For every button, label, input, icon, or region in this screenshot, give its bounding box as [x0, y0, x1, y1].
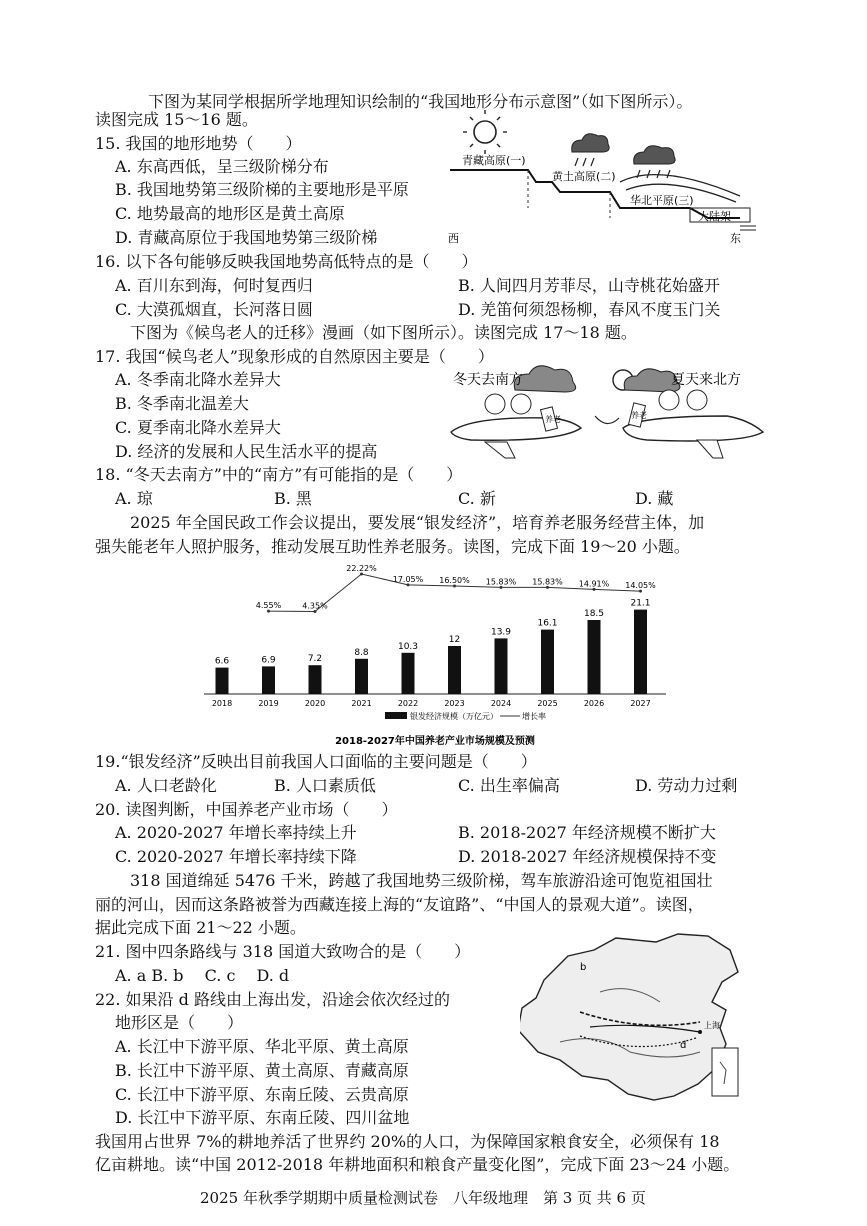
q22-option-a[interactable]: A. 长江中下游平原、华北平原、黄土高原 [115, 1037, 409, 1056]
rate-label-2023: 16.50% [439, 576, 470, 586]
rate-label-2022: 17.05% [392, 574, 424, 584]
intro-23-24-line1: 我国用占世界 7%的耕地养活了世界约 20%的人口，为保障国家粮食安全，必须保有 18 [95, 1132, 720, 1151]
terrain-diagram [440, 108, 760, 248]
q16-stem: 16. 以下各句能够反映我国地势高低特点的是（ ） [95, 252, 478, 271]
q22-stem-line2: 地形区是（ ） [115, 1013, 244, 1032]
intro-17-18: 下图为《候鸟老人的迁移》漫画（如下图所示）。读图完成 17～18 题。 [130, 323, 637, 342]
cartoon-summer-label: 夏天来北方 [671, 372, 741, 388]
intro-15-16-line2: 读图完成 15～16 题。 [95, 110, 258, 129]
x-tick-2025: 2025 [537, 699, 558, 708]
bar-value-label-2027: 21.1 [630, 598, 651, 609]
q21-stem: 21. 图中四条路线与 318 国道大致吻合的是（ ） [95, 942, 471, 961]
q20-option-b[interactable]: B. 2018-2027 年经济规模不断扩大 [458, 823, 716, 842]
airplane-icon [623, 390, 763, 458]
bar-value-label-2026: 18.5 [583, 609, 605, 619]
chart-bar-2026 [588, 620, 601, 694]
q20-option-d[interactable]: D. 2018-2027 年经济规模保持不变 [458, 847, 717, 866]
q18-option-b[interactable]: B. 黑 [274, 489, 312, 508]
chart-bar-2020 [309, 665, 322, 694]
map-label-d: d [680, 1040, 687, 1051]
x-tick-2023: 2023 [444, 699, 465, 708]
map-label-shanghai: 上海 [704, 1021, 720, 1030]
q16-option-a[interactable]: A. 百川东到海，何时复西归 [115, 276, 313, 295]
rate-label-2026: 14.91% [578, 579, 610, 589]
cartoon-sign-right: 养老 [631, 411, 647, 420]
rate-label-2024: 15.83% [485, 577, 517, 587]
x-tick-2024: 2024 [490, 699, 512, 708]
intro-21-22-line3: 据此完成下面 21～22 小题。 [95, 918, 306, 937]
rain-cloud-icon [634, 146, 675, 178]
x-tick-2027: 2027 [630, 699, 651, 708]
rain-cloud-icon [572, 134, 609, 166]
chart-bar-2027 [634, 610, 647, 694]
q17-stem: 17. 我国“候鸟老人”现象形成的自然原因主要是（ ） [95, 347, 494, 366]
intro-23-24-line2: 亿亩耕地。读“中国 2012-2018 年耕地面积和粮食产量变化图”，完成下面 23～24 小题。 [95, 1155, 740, 1174]
q20-stem: 20. 读图判断，中国养老产业市场（ ） [95, 800, 398, 819]
cartoon-sign-left: 养老 [545, 415, 561, 424]
china-route-map [520, 932, 752, 1112]
bar-value-label-2024: 13.9 [490, 627, 512, 638]
elderly-industry-chart [200, 556, 670, 752]
q15-option-d[interactable]: D. 青藏高原位于我国地势第三级阶梯 [115, 228, 378, 247]
x-tick-2026: 2026 [583, 699, 605, 708]
q22-option-b[interactable]: B. 长江中下游平原、黄土高原、青藏高原 [115, 1061, 409, 1080]
q17-option-a[interactable]: A. 冬季南北降水差异大 [115, 370, 281, 389]
chart-bar-2022 [402, 653, 415, 694]
q21-options[interactable]: A. a B. b C. c D. d [115, 966, 290, 985]
intro-21-22-line1: 318 国道绵延 5476 千米，跨越了我国地势三级阶梯，驾车旅游沿途可饱览祖国壮 [130, 871, 713, 890]
q22-stem-line1: 22. 如果沿 d 路线由上海出发，沿途会依次经过的 [95, 990, 450, 1009]
rate-label-2027: 14.05% [625, 581, 656, 591]
q18-option-d[interactable]: D. 藏 [635, 489, 674, 508]
bar-value-label-2018: 6.6 [214, 656, 230, 667]
chart-title: 2018-2027年中国养老产业市场规模及预测 [335, 736, 535, 747]
sun-icon [463, 110, 507, 154]
legend-line-label: 增长率 [522, 712, 546, 721]
rate-label-2020: 4.35% [302, 601, 328, 611]
label-qingzang: 青藏高原(一) [462, 154, 526, 167]
q19-option-d[interactable]: D. 劳动力过剩 [635, 776, 738, 795]
airplane-icon [451, 394, 581, 458]
q15-stem: 15. 我国的地形地势（ ） [95, 134, 302, 153]
q19-stem: 19.“银发经济”反映出目前我国人口面临的主要问题是（ ） [95, 752, 537, 771]
x-tick-2018: 2018 [211, 699, 233, 708]
q19-option-c[interactable]: C. 出生率偏高 [458, 776, 560, 795]
q15-option-c[interactable]: C. 地势最高的地形区是黄土高原 [115, 204, 345, 223]
label-dalujia: 大陆架 [698, 210, 731, 223]
q17-option-b[interactable]: B. 冬季南北温差大 [115, 394, 249, 413]
bar-value-label-2020: 7.2 [307, 654, 323, 665]
x-tick-2020: 2020 [304, 699, 326, 708]
q22-option-d[interactable]: D. 长江中下游平原、东南丘陵、四川盆地 [115, 1108, 410, 1127]
cloud-icon [514, 366, 575, 392]
sun-cloud-icon [613, 369, 680, 392]
label-huangtu: 黄土高原(二) [552, 170, 616, 183]
chart-bar-2019 [262, 666, 275, 694]
q15-option-a[interactable]: A. 东高西低，呈三级阶梯分布 [115, 157, 329, 176]
map-label-b: b [580, 962, 587, 973]
intro-19-20-line1: 2025 年全国民政工作会议提出，要发展“银发经济”，培育养老服务经营主体，加 [130, 513, 705, 532]
bar-value-label-2019: 6.9 [261, 655, 276, 666]
legend-bar-label: 银发经济规模（万亿元） [410, 712, 498, 721]
label-huabei: 华北平原(三) [630, 194, 694, 207]
chart-bar-2025 [541, 630, 554, 694]
chart-bar-2023 [448, 646, 461, 694]
intro-19-20-line2: 强失能老年人照护服务，推动发展互助性养老服务。读图，完成下面 19～20 小题。 [95, 537, 690, 556]
bar-value-label-2022: 10.3 [397, 641, 419, 652]
cartoon-migrating-elderly [445, 360, 770, 466]
q15-option-b[interactable]: B. 我国地势第三级阶梯的主要地形是平原 [115, 180, 409, 199]
q19-option-a[interactable]: A. 人口老龄化 [115, 776, 217, 795]
rate-label-2019: 4.55% [255, 601, 282, 611]
chart-bar-2024 [495, 638, 508, 694]
rate-label-2025: 15.83% [532, 577, 563, 587]
bar-value-label-2025: 16.1 [537, 618, 558, 629]
legend-bar-swatch [385, 712, 407, 719]
x-tick-2021: 2021 [351, 699, 372, 708]
cartoon-winter-label: 冬天去南方 [453, 372, 523, 388]
q20-option-c[interactable]: C. 2020-2027 年增长率持续下降 [115, 847, 357, 866]
label-west: 西 [448, 232, 459, 245]
q22-option-c[interactable]: C. 长江中下游平原、东南丘陵、云贵高原 [115, 1085, 409, 1104]
bar-value-label-2023: 12 [448, 635, 461, 645]
rate-label-2021: 22.22% [346, 564, 377, 573]
chart-legend [385, 711, 546, 721]
chart-bar-2018 [216, 668, 229, 694]
q17-option-d[interactable]: D. 经济的发展和人民生活水平的提高 [115, 442, 378, 461]
q17-option-c[interactable]: C. 夏季南北降水差异大 [115, 418, 281, 437]
x-tick-2019: 2019 [258, 699, 279, 708]
bar-value-label-2021: 8.8 [354, 647, 369, 658]
q19-option-b[interactable]: B. 人口素质低 [274, 776, 376, 795]
q16-option-b[interactable]: B. 人间四月芳菲尽，山寺桃花始盛开 [458, 276, 720, 295]
label-east: 东 [730, 232, 741, 245]
page-footer: 2025 年秋季学期期中质量检测试卷 八年级地理 第 3 页 共 6 页 [200, 1189, 646, 1207]
intro-15-16-line1: 下图为某同学根据所学地理知识绘制的“我国地形分布示意图”（如下图所示）。 [148, 92, 693, 111]
intro-21-22-line2: 丽的河山，因而这条路被誉为西藏连接上海的“友谊路”、“中国人的景观大道”。读图， [95, 895, 704, 914]
x-tick-2022: 2022 [397, 699, 419, 708]
q18-stem: 18. “冬天去南方”中的“南方”有可能指的是（ ） [95, 465, 463, 484]
q16-option-c[interactable]: C. 大漠孤烟直，长河落日圆 [115, 300, 313, 319]
chart-bar-2021 [355, 659, 368, 694]
q18-option-a[interactable]: A. 琼 [115, 489, 153, 508]
q16-option-d[interactable]: D. 羌笛何须怨杨柳，春风不度玉门关 [458, 300, 721, 319]
q20-option-a[interactable]: A. 2020-2027 年增长率持续上升 [115, 823, 357, 842]
q18-option-c[interactable]: C. 新 [458, 489, 496, 508]
